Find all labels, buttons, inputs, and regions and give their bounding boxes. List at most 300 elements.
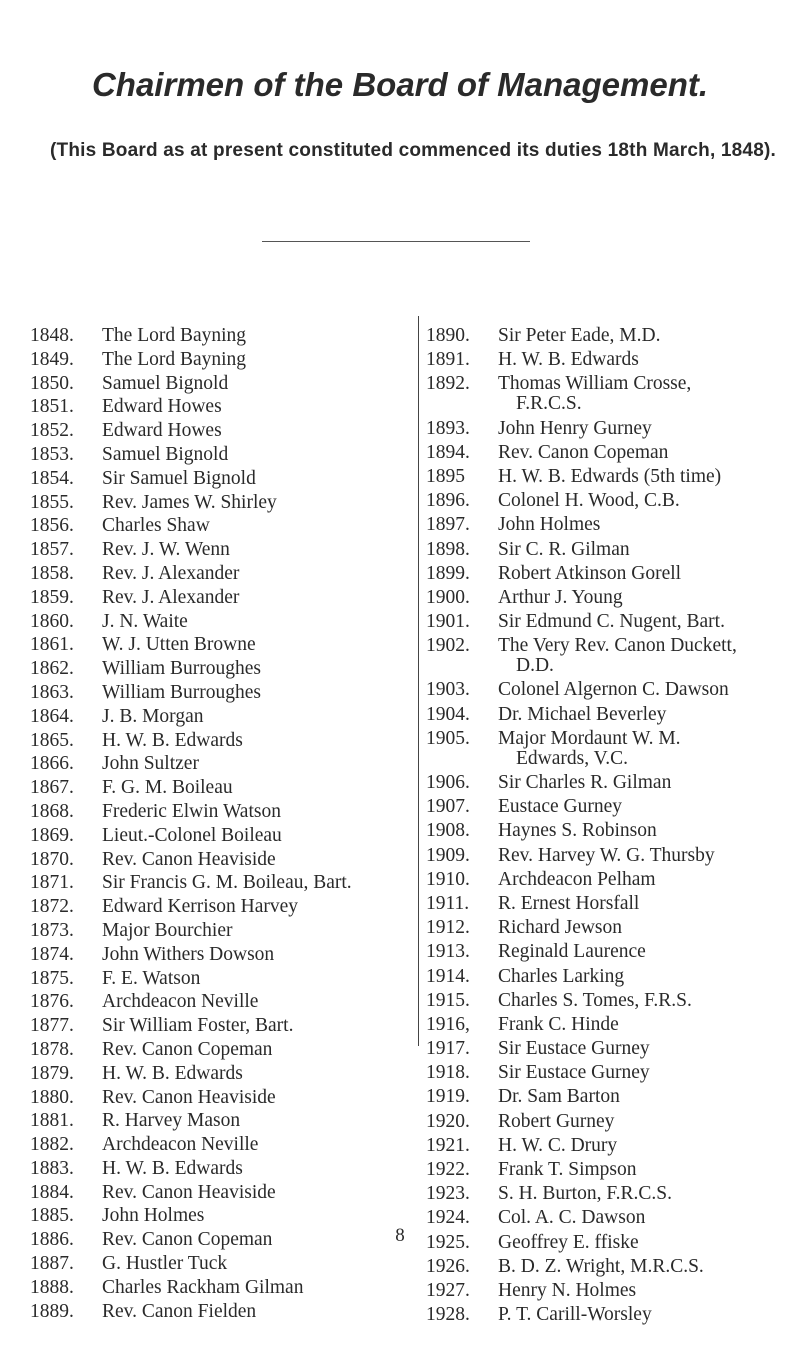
- entry-name-text: Frederic Elwin Watson: [102, 800, 281, 822]
- entry-year: 1849.: [30, 348, 74, 370]
- entry-name: [498, 991, 796, 1011]
- entry-year: 1881.: [30, 1110, 74, 1132]
- entry-name: [498, 918, 796, 938]
- entry-name: [102, 1183, 410, 1203]
- entry-name-text: John Holmes: [498, 514, 601, 536]
- chairman-entry: [426, 705, 796, 725]
- chairman-entry: [426, 821, 796, 841]
- entry-year: 1857.: [30, 539, 74, 561]
- chairman-entry: [30, 540, 410, 560]
- entry-name: [102, 326, 410, 346]
- entry-year: 1910.: [426, 868, 470, 890]
- entry-year: 1869.: [30, 824, 74, 846]
- entry-name-text: Major Bourchier: [102, 919, 233, 941]
- entry-year: 1917.: [426, 1038, 470, 1060]
- entry-name-text: Haynes S. Robinson: [498, 820, 657, 842]
- entry-name-text: Arthur J. Young: [498, 586, 623, 608]
- entry-year: 1896.: [426, 490, 470, 512]
- entry-name-text: Major Mordaunt W. M.: [498, 727, 681, 749]
- page-subtitle: (This Board as at present constituted commenced its duties 18th March, 1848).: [50, 140, 776, 161]
- entry-name: [498, 705, 796, 725]
- entry-name: [498, 326, 796, 346]
- chairman-entry: [426, 1136, 796, 1156]
- entry-name-text: F. E. Watson: [102, 967, 201, 989]
- entry-year: 1862.: [30, 658, 74, 680]
- entry-name-text: Rev. Canon Heaviside: [102, 1181, 276, 1203]
- entry-name: [102, 397, 410, 417]
- entry-name: [102, 731, 410, 751]
- entry-year: 1867.: [30, 777, 74, 799]
- entry-year: 1866.: [30, 753, 74, 775]
- entry-name: [102, 1159, 410, 1179]
- entry-name: [498, 773, 796, 793]
- chairman-entry: [30, 850, 410, 870]
- entry-year: 1882.: [30, 1134, 74, 1156]
- chairman-entry: [426, 1305, 796, 1325]
- entry-name-text: Samuel Bignold: [102, 443, 229, 465]
- entry-name-text: J. N. Waite: [102, 610, 188, 632]
- entry-name: [498, 680, 796, 700]
- entry-year: 1855.: [30, 491, 74, 513]
- entry-year: 1911.: [426, 892, 470, 914]
- entry-name-text: Col. A. C. Dawson: [498, 1207, 646, 1229]
- chairman-entry: [426, 1160, 796, 1180]
- entry-name-text: R. Harvey Mason: [102, 1110, 241, 1132]
- entry-name-text: Charles S. Tomes, F.R.S.: [498, 989, 692, 1011]
- entry-name: [102, 564, 410, 584]
- entry-year: 1895: [426, 465, 465, 487]
- entry-name: [102, 1206, 410, 1226]
- entry-name: [498, 1136, 796, 1156]
- entry-year: 1905.: [426, 727, 470, 749]
- column-divider: [418, 316, 419, 1046]
- entry-name: [102, 1135, 410, 1155]
- entry-year: 1876.: [30, 991, 74, 1013]
- entry-name: [498, 350, 796, 370]
- entry-name-text: Sir Samuel Bignold: [102, 467, 256, 489]
- entry-name-text: Frank T. Simpson: [498, 1159, 637, 1180]
- entry-name: [498, 467, 796, 487]
- entry-year: 1903.: [426, 679, 470, 701]
- chairman-entry: [426, 374, 796, 414]
- entry-name-text: The Lord Bayning: [102, 325, 247, 346]
- entry-name-text: Robert Gurney: [498, 1110, 615, 1132]
- entry-year: 1850.: [30, 372, 74, 394]
- chairman-entry: [426, 1184, 796, 1204]
- entry-year: 1898.: [426, 538, 470, 560]
- entry-name-text: Sir William Foster, Bart.: [102, 1015, 294, 1037]
- entry-name: [498, 540, 796, 560]
- entry-name-text: Sir Edmund C. Nugent, Bart.: [498, 611, 725, 633]
- entry-year: 1872.: [30, 896, 74, 918]
- chairman-entry: [426, 729, 796, 769]
- chairman-entry: [426, 564, 796, 584]
- entry-name-text: Eustace Gurney: [498, 796, 622, 818]
- entry-name: [102, 754, 410, 774]
- entry-name: [102, 1088, 410, 1108]
- entry-name-text: The Very Rev. Canon Duckett,: [498, 635, 737, 657]
- entry-name-text: H. W. B. Edwards: [102, 1062, 243, 1084]
- entry-name-text: Thomas William Crosse,: [498, 373, 692, 395]
- chairman-entry: [426, 894, 796, 914]
- entry-name: [102, 778, 410, 798]
- entry-name: [498, 1112, 796, 1132]
- entry-name-text: Lieut.-Colonel Boileau: [102, 824, 282, 846]
- entry-year: 1907.: [426, 796, 470, 818]
- chairman-entry: [30, 826, 410, 846]
- entry-year: 1858.: [30, 562, 74, 584]
- chairman-entry: [30, 1088, 410, 1108]
- chairman-entry: [30, 1064, 410, 1084]
- entry-name-continuation: D.D.: [516, 655, 554, 677]
- entry-year: 1888.: [30, 1276, 74, 1298]
- entry-name: [102, 469, 410, 489]
- entry-year: 1897.: [426, 514, 470, 536]
- entry-name-text: Dr. Sam Barton: [498, 1086, 620, 1108]
- entry-name-text: Archdeacon Pelham: [498, 868, 656, 890]
- page-title: Chairmen of the Board of Management.: [91, 66, 709, 103]
- entry-name-text: H. W. B. Edwards (5th time): [498, 465, 722, 487]
- chairman-entry: [30, 873, 410, 893]
- entry-name: [498, 443, 796, 463]
- entry-year: 1875.: [30, 967, 74, 989]
- entry-year: 1889.: [30, 1300, 74, 1322]
- entry-name: [102, 826, 410, 846]
- entry-name-text: The Lord Bayning: [102, 348, 247, 370]
- chairman-entry: [30, 588, 410, 608]
- chairman-entry: [426, 967, 796, 987]
- chairman-entry: [426, 1112, 796, 1132]
- chairman-entry: [30, 802, 410, 822]
- entry-year: 1904.: [426, 703, 470, 725]
- entry-name: [498, 1281, 796, 1301]
- entry-name: [102, 374, 410, 394]
- chairman-entry: [426, 443, 796, 463]
- entry-name-text: Rev. Canon Fielden: [102, 1300, 257, 1322]
- entry-year: 1864.: [30, 705, 74, 727]
- chairman-entry: [30, 564, 410, 584]
- entry-name: [498, 967, 796, 987]
- entry-name: [498, 1184, 796, 1204]
- chairman-entry: [426, 350, 796, 370]
- entry-name: [102, 1016, 410, 1036]
- entry-name-text: Dr. Michael Beverley: [498, 703, 667, 725]
- entry-name: [102, 516, 410, 536]
- chairman-entry: [426, 467, 796, 487]
- entry-year: 1851.: [30, 396, 74, 418]
- entry-name: [498, 374, 796, 414]
- entry-year: 1892.: [426, 373, 470, 395]
- entry-name-text: Charles Larking: [498, 965, 625, 987]
- chairman-entry: [426, 846, 796, 866]
- entry-year: 1927.: [426, 1279, 470, 1301]
- entry-year: 1871.: [30, 872, 74, 894]
- entry-name: [102, 802, 410, 822]
- entry-name: [102, 612, 410, 632]
- entry-year: 1859.: [30, 586, 74, 608]
- entry-name-text: H. W. B. Edwards: [498, 349, 639, 371]
- chairman-entry: [426, 797, 796, 817]
- entry-year: 1923.: [426, 1183, 470, 1205]
- entry-name: [102, 921, 410, 941]
- entry-year: 1920.: [426, 1110, 470, 1132]
- entry-year: 1848.: [30, 325, 74, 346]
- entry-year: 1868.: [30, 800, 74, 822]
- entry-year: 1894.: [426, 441, 470, 463]
- chairman-entry: [30, 1111, 410, 1131]
- chairman-entry: [426, 1087, 796, 1107]
- entry-name-text: G. Hustler Tuck: [102, 1253, 228, 1275]
- entry-year: 1925.: [426, 1231, 470, 1253]
- chairman-entry: [30, 469, 410, 489]
- entry-name-text: Geoffrey E. ffiske: [498, 1231, 639, 1253]
- chairman-entry: [426, 515, 796, 535]
- entry-name-text: William Burroughes: [102, 658, 261, 680]
- entry-name-text: H. W. B. Edwards: [102, 729, 243, 751]
- chairman-entry: [30, 397, 410, 417]
- chairman-entry: [426, 1257, 796, 1277]
- chairman-entry: [426, 1281, 796, 1301]
- entry-year: 1884.: [30, 1181, 74, 1203]
- chairman-entry: [426, 1015, 796, 1035]
- entry-year: 1863.: [30, 681, 74, 703]
- entry-name: [498, 729, 796, 769]
- entry-year: 1878.: [30, 1038, 74, 1060]
- entry-year: 1877.: [30, 1015, 74, 1037]
- entry-name: [498, 612, 796, 632]
- chairman-entry: [30, 683, 410, 703]
- chairman-entry: [30, 1254, 410, 1274]
- entry-name-text: Rev. Canon Copeman: [498, 441, 669, 463]
- entry-name-text: Sir Charles R. Gilman: [498, 772, 672, 793]
- entry-name-text: Colonel Algernon C. Dawson: [498, 679, 729, 701]
- entry-name: [498, 588, 796, 608]
- entry-year: 1921.: [426, 1134, 470, 1156]
- entry-name: [102, 992, 410, 1012]
- chairman-entry: [30, 374, 410, 394]
- entry-year: 1870.: [30, 848, 74, 870]
- entry-year: 1914.: [426, 965, 470, 987]
- chairman-entry: [30, 350, 410, 370]
- entry-year: 1902.: [426, 635, 470, 657]
- entry-name: [102, 659, 410, 679]
- entry-name: [102, 1111, 410, 1131]
- entry-name: [498, 1257, 796, 1277]
- entry-name: [102, 897, 410, 917]
- entry-name: [498, 1063, 796, 1083]
- entry-name-text: Robert Atkinson Gorell: [498, 562, 682, 584]
- entry-name: [102, 635, 410, 655]
- entry-name-continuation: Edwards, V.C.: [516, 747, 628, 769]
- entry-name-text: S. H. Burton, F.R.C.S.: [498, 1183, 672, 1205]
- chairman-entry: [30, 635, 410, 655]
- chairman-entry: [426, 491, 796, 511]
- chairman-entry: [30, 445, 410, 465]
- entry-name-text: Archdeacon Neville: [102, 991, 259, 1013]
- entry-name-text: Rev. James W. Shirley: [102, 491, 277, 513]
- entry-year: 1901.: [426, 611, 470, 633]
- horizontal-rule: [262, 241, 530, 242]
- chairman-entry: [30, 659, 410, 679]
- chairman-entry: [30, 1016, 410, 1036]
- chairman-entry: [30, 945, 410, 965]
- entry-name-text: P. T. Carill-Worsley: [498, 1304, 652, 1326]
- chairman-entry: [30, 707, 410, 727]
- chairman-entry: [30, 326, 410, 346]
- entry-year: 1912.: [426, 917, 470, 939]
- chairman-entry: [30, 778, 410, 798]
- entry-name-text: Frank C. Hinde: [498, 1013, 619, 1035]
- entry-name: [102, 1254, 410, 1274]
- chairman-entry: [426, 419, 796, 439]
- entry-year: 1874.: [30, 943, 74, 965]
- chairman-entry: [426, 918, 796, 938]
- entry-year: 1916,: [426, 1013, 470, 1035]
- entry-name-text: H. W. B. Edwards: [102, 1157, 243, 1179]
- entry-name: [102, 1064, 410, 1084]
- chairman-entry: [30, 516, 410, 536]
- chairman-entry: [426, 612, 796, 632]
- chairman-entry: [426, 1063, 796, 1083]
- entry-year: 1909.: [426, 844, 470, 866]
- chairman-entry: [30, 921, 410, 941]
- entry-name: [102, 873, 410, 893]
- chairman-entry: [30, 1206, 410, 1226]
- entry-name: [498, 419, 796, 439]
- chairman-entry: [30, 897, 410, 917]
- chairman-entry: [30, 612, 410, 632]
- page-number: 8: [395, 1225, 405, 1246]
- chairman-entry: [426, 680, 796, 700]
- entry-name-text: Rev. Canon Heaviside: [102, 848, 276, 870]
- chairman-entry: [426, 942, 796, 962]
- entry-name-text: Colonel H. Wood, C.B.: [498, 490, 680, 512]
- entry-name: [498, 821, 796, 841]
- entry-year: 1908.: [426, 820, 470, 842]
- entry-name: [102, 421, 410, 441]
- entry-year: 1918.: [426, 1062, 470, 1084]
- entry-name: [498, 846, 796, 866]
- entry-name: [498, 894, 796, 914]
- chairman-entry: [30, 754, 410, 774]
- entry-year: 1913.: [426, 941, 470, 963]
- entry-name-text: H. W. C. Drury: [498, 1134, 618, 1156]
- entry-year: 1890.: [426, 325, 470, 346]
- entry-name: [102, 588, 410, 608]
- entry-name: [102, 969, 410, 989]
- chairman-entry: [30, 1183, 410, 1203]
- entry-year: 1893.: [426, 417, 470, 439]
- entry-name-text: William Burroughes: [102, 681, 261, 703]
- entry-year: 1853.: [30, 443, 74, 465]
- entry-year: 1922.: [426, 1159, 470, 1180]
- entry-name-text: Edward Howes: [102, 420, 222, 442]
- entry-year: 1928.: [426, 1304, 470, 1326]
- entry-name-text: Rev. Canon Heaviside: [102, 1086, 276, 1108]
- chairman-entry: [426, 1039, 796, 1059]
- chairman-entry: [30, 1278, 410, 1298]
- entry-year: 1899.: [426, 562, 470, 584]
- entry-name-text: B. D. Z. Wright, M.R.C.S.: [498, 1255, 704, 1277]
- entry-year: 1915.: [426, 989, 470, 1011]
- entry-year: 1891.: [426, 349, 470, 371]
- entry-name-text: Edward Howes: [102, 396, 222, 418]
- entry-name: [102, 493, 410, 513]
- entry-name-text: John Sultzer: [102, 753, 199, 775]
- entry-name: [498, 1087, 796, 1107]
- left-column: [30, 326, 410, 1325]
- entry-name-text: Charles Shaw: [102, 515, 210, 537]
- entry-year: 1880.: [30, 1086, 74, 1108]
- entry-name: [102, 707, 410, 727]
- entry-name: [102, 445, 410, 465]
- entry-name-text: Edward Kerrison Harvey: [102, 896, 299, 918]
- entry-name-text: Rev. J. Alexander: [102, 562, 240, 584]
- entry-name-text: John Withers Dowson: [102, 943, 275, 965]
- entry-name-text: Richard Jewson: [498, 917, 623, 939]
- entry-name: [498, 942, 796, 962]
- entry-name: [498, 564, 796, 584]
- entry-name-text: Charles Rackham Gilman: [102, 1276, 304, 1298]
- entry-year: 1856.: [30, 515, 74, 537]
- entry-year: 1887.: [30, 1253, 74, 1275]
- entry-name-text: W. J. Utten Browne: [102, 634, 256, 656]
- entry-name-text: Sir Francis G. M. Boileau, Bart.: [102, 872, 352, 894]
- chairman-entry: [30, 1135, 410, 1155]
- entry-year: 1906.: [426, 772, 470, 793]
- entry-name-continuation: F.R.C.S.: [516, 393, 582, 415]
- entry-name-text: John Holmes: [102, 1205, 205, 1227]
- entry-name: [498, 797, 796, 817]
- entry-name-text: Sir Peter Eade, M.D.: [498, 325, 661, 346]
- entry-name: [498, 1305, 796, 1325]
- entry-name: [102, 1302, 410, 1322]
- chairman-entry: [426, 326, 796, 346]
- chairman-entry: [30, 421, 410, 441]
- chairman-entry: [426, 588, 796, 608]
- entry-name: [498, 491, 796, 511]
- entry-year: 1885.: [30, 1205, 74, 1227]
- entry-year: 1886.: [30, 1229, 74, 1251]
- entry-name: [498, 515, 796, 535]
- entry-year: 1860.: [30, 610, 74, 632]
- entry-name: [102, 1040, 410, 1060]
- entry-year: 1883.: [30, 1157, 74, 1179]
- right-column: [426, 326, 796, 1329]
- chairman-entry: [30, 969, 410, 989]
- entry-name-text: Archdeacon Neville: [102, 1134, 259, 1156]
- chairman-entry: [30, 731, 410, 751]
- entry-year: 1900.: [426, 586, 470, 608]
- chairman-entry: [426, 540, 796, 560]
- entry-name-text: Rev. Canon Copeman: [102, 1229, 273, 1251]
- entry-year: 1924.: [426, 1207, 470, 1229]
- entry-name-text: Rev. J. Alexander: [102, 586, 240, 608]
- chairman-entry: [30, 493, 410, 513]
- entry-name-text: Reginald Laurence: [498, 941, 646, 963]
- entry-name: [102, 1278, 410, 1298]
- entry-name: [102, 683, 410, 703]
- entry-name-text: Rev. Harvey W. G. Thursby: [498, 844, 715, 866]
- entry-name: [498, 636, 796, 676]
- entry-name-text: Rev. J. W. Wenn: [102, 539, 230, 561]
- chairman-entry: [426, 773, 796, 793]
- entry-year: 1861.: [30, 634, 74, 656]
- entry-name-text: F. G. M. Boileau: [102, 777, 233, 799]
- entry-name-text: Henry N. Holmes: [498, 1279, 637, 1301]
- entry-year: 1879.: [30, 1062, 74, 1084]
- entry-name-text: Sir Eustace Gurney: [498, 1038, 650, 1060]
